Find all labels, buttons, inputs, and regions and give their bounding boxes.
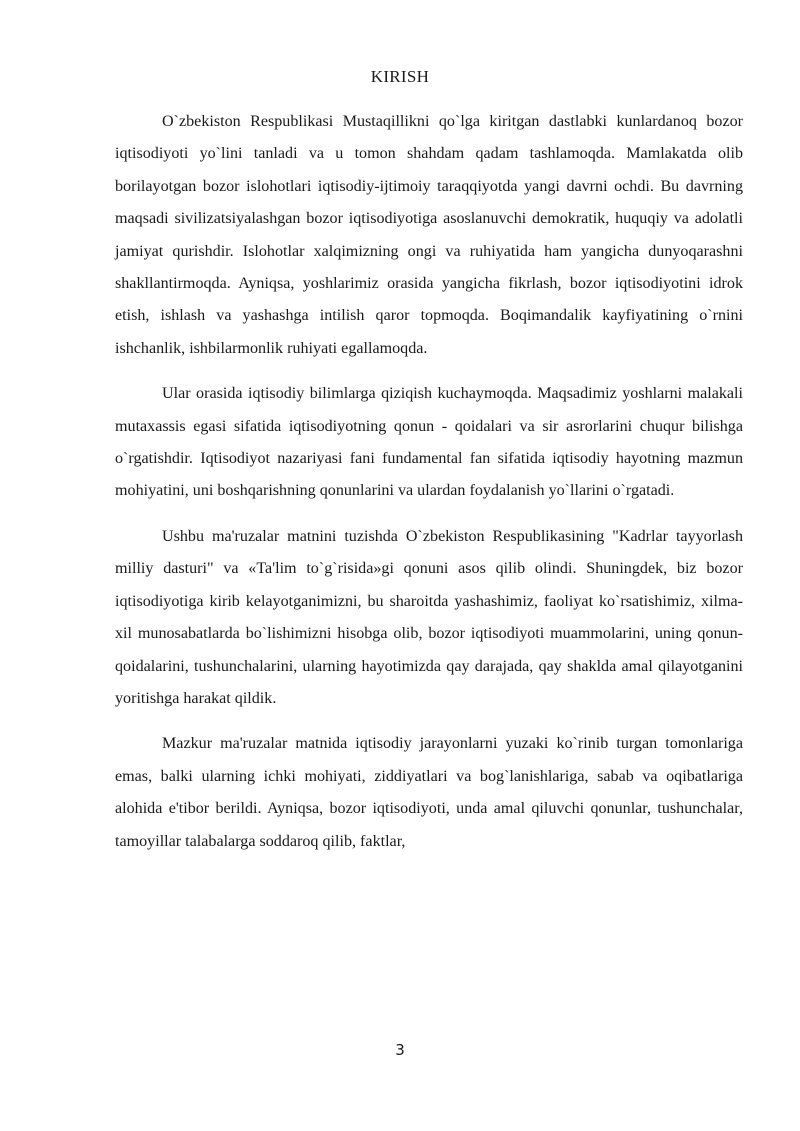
paragraph-2: Ular orasida iqtisodiy bilimlarga qiziqish kuchaymoqda. Maqsadimiz yoshlarni malakali mutaxassis egasi sifatida iqtisodiyotning qonun - qoidalari va sir asrorlarini chuqur bilishga o`rgatishdir. Iqtisodiyot nazariyasi fani fundamental fan sifatida iqtisodiy hayotning mazmun mohiyatini, uni boshqarishning qonunlarini va ulardan foydalanish yo`llarini o`rgatadi.: [115, 385, 743, 500]
paragraph-4: Mazkur ma'ruzalar matnida iqtisodiy jarayonlarni yuzaki ko`rinib turgan tomonlariga emas, balki ularning ichki mohiyati, ziddiyatlari va bog`lanishlariga, sabab va oqibatlariga alohida e'tibor berildi. Ayniqsa, bozor iqtisodiyoti, unda amal qiluvchi qonunlar, tushunchalar, tamoyillar talabalarga soddaroq qilib, faktlar,: [115, 735, 743, 850]
paragraph-3: Ushbu ma'ruzalar matnini tuzishda O`zbekiston Respublikasining "Kadrlar tayyorlash milliy dasturi" va «Ta'lim to`g`risida»gi qonuni asos qilib olindi. Shuningdek, biz bozor iqtisodiyotiga kirib kelayotganimizni, bu sharoitda yashashimiz, faoliyat ko`rsatishimiz, xilma-xil munosabatlarda bo`lishimizni hisobga olib, bozor iqtisodiyoti muammolarini, uning qonun-qoidalarini, tushunchalarini, ularning hayotimizda qay darajada, qay shaklda amal qilayotganini yoritishga harakat qildik.: [115, 527, 743, 707]
paragraph-1: O`zbekiston Respublikasi Mustaqillikni qo`lga kiritgan dastlabki kunlardanoq bozor iqtisodiyoti yo`lini tanladi va u tomon shahdam qadam tashlamoqda. Mamlakatda olib borilayotgan bozor islohotlari iqtisodiy-ijtimoiy taraqqiyotda yangi davrni ochdi. Bu davrning maqsadi sivilizatsiyalashgan bozor iqtisodiyotiga asoslanuvchi demokratik, huquqiy va adolatli jamiyat qurishdir. Islohotlar xalqimizning ongi va ruhiyatida ham yangicha dunyoqarashni shakllantirmoqda. Ayniqsa, yoshlarimiz orasida yangicha fikrlash, bozor iqtisodiyotini idrok etish, ishlash va yashashga intilish qaror topmoqda. Boqimandalik kayfiyatining o`rnini ishchanlik, ishbilarmonlik ruhiyati egallamoqda.: [115, 113, 743, 357]
page-number: 3: [395, 1041, 405, 1059]
document-body: [115, 106, 743, 871]
document-heading: KIRISH: [370, 67, 430, 86]
